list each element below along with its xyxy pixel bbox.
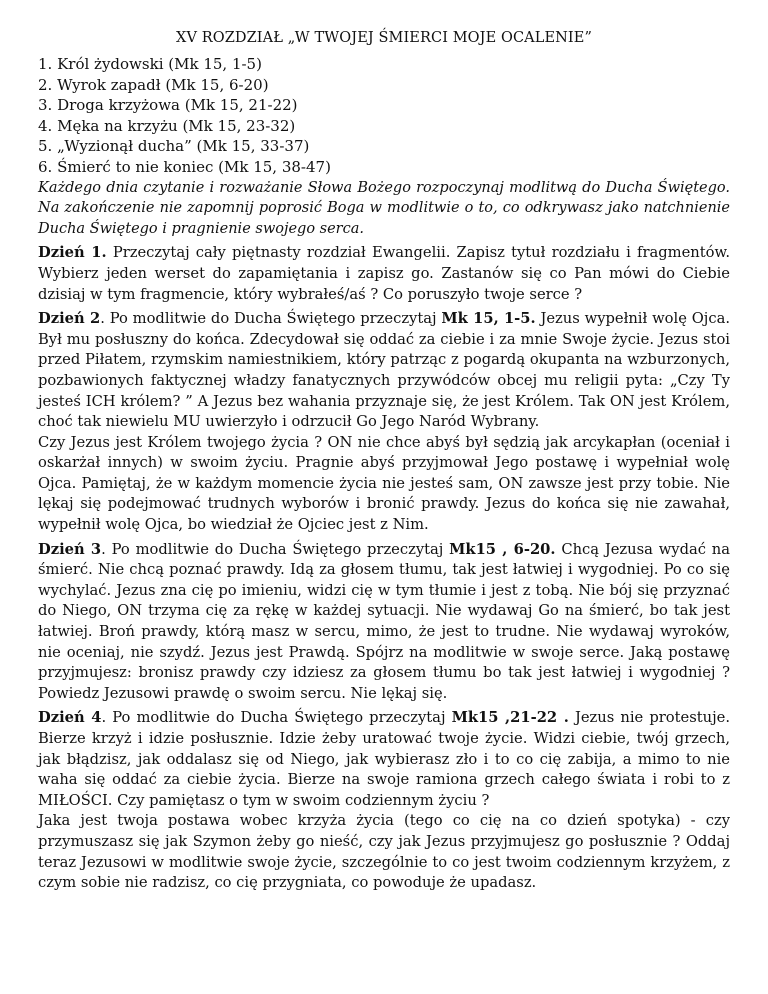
fragment-item: 3. Droga krzyżowa (Mk 15, 21-22)	[38, 96, 298, 115]
day-4-reference: Mk15 ,21-22 .	[451, 709, 569, 727]
fragment-item: 1. Król żydowski (Mk 15, 1-5)	[38, 55, 262, 73]
fragment-item: 6. Śmierć to nie koniec (Mk 15, 38-47)	[38, 157, 331, 176]
day-4-text: Jezus nie protestuje. Bierze krzyż i idzie posłusznie. Idzie żeby uratować twoje życie. Widzi ciebie, twój grzech, jak błądzisz, jak oddalasz się od Niego, jak wybierasz zło i to co cię zabija, a mimo to nie waha się oddać za ciebie życia. Bierze na swoje ramiona grzech całego świata i robi to z MIŁOŚCI. Czy pamiętasz o tym w swoim codziennym życiu ?	[38, 709, 731, 809]
intro-instruction: Każdego dnia czytanie i rozważanie Słowa Bożego rozpoczynaj modlitwą do Ducha Świętego. Na zakończenie nie zapomnij poprosić Boga w modlitwie o to, co odkrywasz jako natchnienie Ducha Świętego i pragnienie swojego serca.	[38, 179, 730, 237]
day-2-section	[38, 309, 730, 536]
day-4-text-continued: Jaka jest twoja postawa wobec krzyża życia (tego co cię na co dzień spotyka) - czy przymuszasz się jak Szymon żeby go nieść, czy jak Jezus przyjmujesz go posłusznie ? Oddaj teraz Jezusowi w modlitwie swoje życie, szczególnie to co jest twoim codziennym krzyżem, z czym sobie nie radzisz, co cię przygniata, co powoduje że upadasz.	[38, 812, 730, 892]
day-2-intro: . Po modlitwie do Ducha Świętego przeczytaj	[100, 310, 442, 328]
fragment-item: 2. Wyrok zapadł (Mk 15, 6-20)	[38, 75, 269, 94]
day-4-label: Dzień 4	[38, 709, 102, 727]
day-4-section	[38, 708, 730, 893]
day-2-label: Dzień 2	[38, 310, 101, 328]
day-3-section	[38, 540, 730, 705]
day-2-reference: Mk 15, 1-5.	[441, 310, 536, 328]
day-3-text: Chcą Jezusa wydać na śmierć. Nie chcą poznać prawdy. Idą za głosem tłumu, tak jest łatwiej i wygodniej. Po co się wychylać. Jezus zna cię po imieniu, widzi cię w tym tłumie i jest z tobą. Nie bój się przyznać do Niego, ON trzyma cię za rękę w każdej sytuacji. Nie wydawaj Go na śmierć, bo tak jest łatwiej. Broń prawdy, którą masz w sercu, mimo, że jest to trudne. Nie wydawaj wyroków, nie oceniaj, nie szydź. Jezus jest Prawdą. Spójrz na modlitwie w swoje serce. Jaką postawę przyjmujesz: bronisz prawdy czy idziesz za głosem tłumu bo tak jest łatwiej i wygodniej ? Powiedz Jezusowi prawdę o swoim sercu. Nie lękaj się.	[38, 540, 730, 702]
day-3-label: Dzień 3	[38, 540, 102, 558]
day-1-label: Dzień 1.	[38, 244, 107, 262]
day-2-text: Jezus wypełnił wolę Ojca. Był mu posłuszny do końca. Zdecydował się oddać za ciebie i za mnie Swoje życie. Jezus stoi przed Piłatem, rzymskim namiestnikiem, który patrząc z pogardą okupanta na wzburzonych, pozbawionych faktycznej władzy fanatycznych przywódców obcej mu religii pyta: „Czy Ty jesteś ICH królem? ” A Jezus bez wahania przyznaje się, że jest Królem. Tak ON jest Królem, choć tak niewielu MU uwierzyło i odrzucił Go Jego Naród Wybrany.	[38, 310, 730, 431]
chapter-title: XV ROZDZIAŁ „W TWOJEJ ŚMIERCI MOJE OCALENIE”	[176, 30, 592, 46]
day-3-reference: Mk15 , 6-20.	[449, 540, 556, 558]
fragment-item: 5. „Wyzionął ducha” (Mk 15, 33-37)	[38, 137, 310, 156]
day-1-section	[38, 243, 730, 305]
day-3-intro: . Po modlitwie do Ducha Świętego przeczytaj	[101, 540, 450, 558]
day-1-text: Przeczytaj cały piętnasty rozdział Ewangelii. Zapisz tytuł rozdziału i fragmentów. Wybierz jeden werset do zapamiętania i zapisz go. Zastanów się co Pan mówi do Ciebie dzisiaj w tym fragmencie, który wybrałeś/aś ? Co poruszyło twoje serce ?	[38, 244, 730, 303]
document-page	[38, 28, 730, 894]
fragment-list	[38, 54, 730, 178]
fragment-item: 4. Męka na krzyżu (Mk 15, 23-32)	[38, 116, 296, 135]
day-2-text-continued: Czy Jezus jest Królem twojego życia ? ON nie chce abyś był sędzią jak arcykapłan (oceniał i oskarżał innych) w swoim życiu. Pragnie abyś przyjmował Jego postawę i wypełniał wolę Ojca. Pamiętaj, że w każdym momencie życia nie jesteś sam, ON zawsze jest przy tobie. Nie lękaj się podejmować trudnych wyborów i bronić prawdy. Jezus do końca się nie zawahał, wypełnił wolę Ojca, bo wiedział że Ojciec jest z Nim.	[38, 433, 730, 534]
day-4-intro: . Po modlitwie do Ducha Świętego przeczytaj	[101, 709, 452, 727]
